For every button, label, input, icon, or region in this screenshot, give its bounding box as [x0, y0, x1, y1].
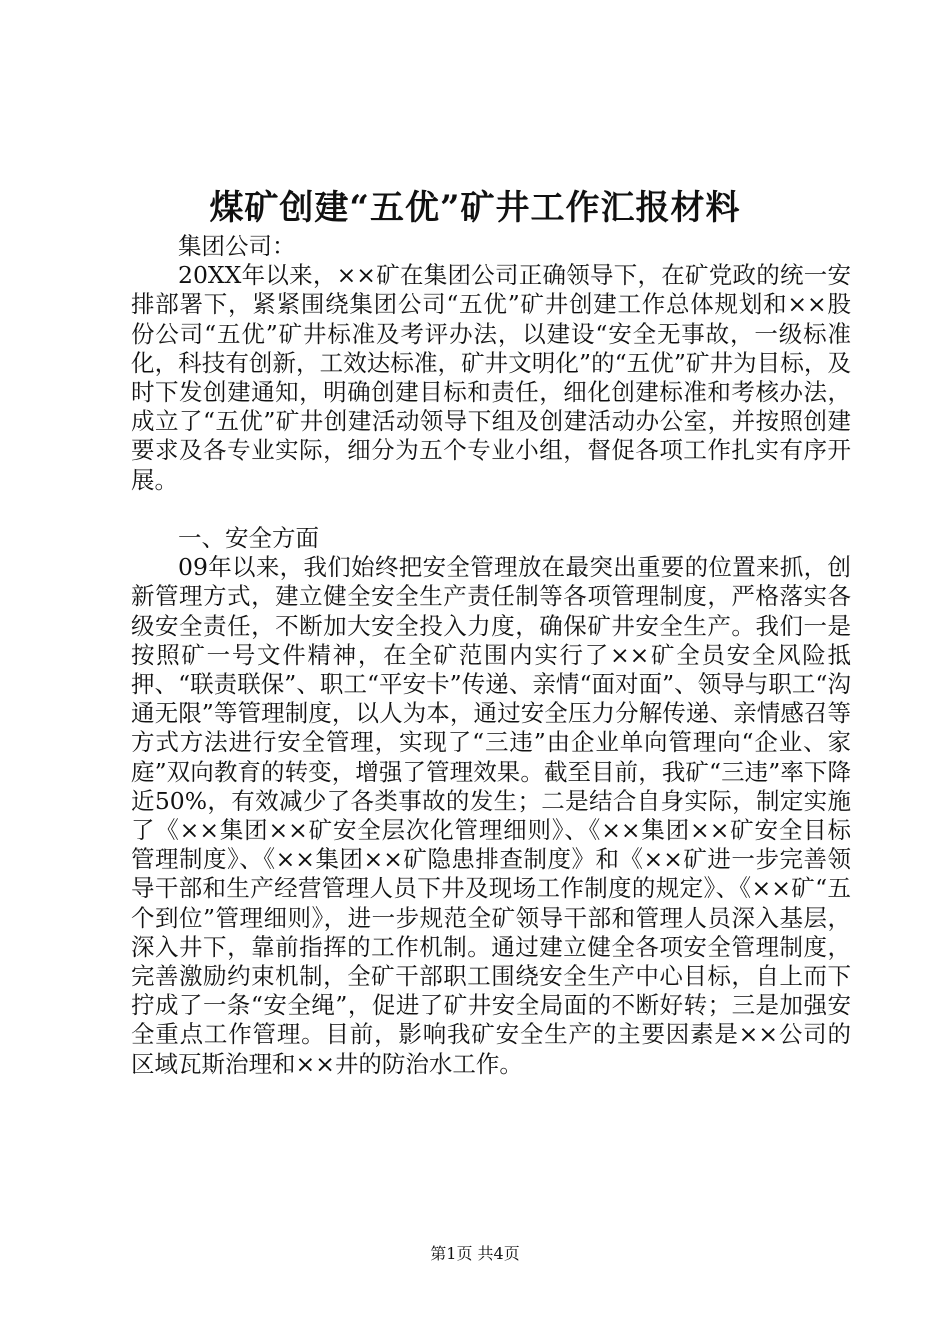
salutation: 集团公司：: [178, 232, 296, 260]
section-paragraph: 09年以来，我们始终把安全管理放在最突出重要的位置来抓，创新管理方式，建立健全安全生产责任制等各项管理制度，严格落实各级安全责任，不断加大安全投入力度，确保矿井安全生产。我们一是按照矿一号文件精神，在全矿范围内实行了××矿全员安全风险抵押、“联责联保”、职工“平安卡”传递、亲情“面对面”、领导与职工“沟通无限”等管理制度，以人为本，通过安全压力分解传递、亲情感召等方式方法进行安全管理，实现了“三违”由企业单向管理向“企业、家庭”双向教育的转变，增强了管理效果。截至目前，我矿“三违”率下降近50%，有效减少了各类事故的发生；二是结合自身实际，制定实施了《××集团××矿安全层次化管理细则》、《××集团××矿安全目标管理制度》、《××集团××矿隐患排查制度》和《××矿进一步完善领导干部和生产经营管理人员下井及现场工作制度的规定》、《××矿“五个到位”管理细则》，进一步规范全矿领导干部和管理人员深入基层，深入井下，靠前指挥的工作机制。通过建立健全各项安全管理制度，完善激励约束机制，全矿干部职工围绕安全生产中心目标，自上而下拧成了一条“安全绳”，促进了矿井安全局面的不断好转；三是加强安全重点工作管理。目前，影响我矿安全生产的主要因素是××公司的区域瓦斯治理和××井的防治水工作。: [131, 553, 851, 1078]
document-body: [131, 232, 851, 1079]
intro-paragraph: 20XX年以来，××矿在集团公司正确领导下，在矿党政的统一安排部署下，紧紧围绕集团公司“五优”矿井创建工作总体规划和××股份公司“五优”矿井标准及考评办法，以建设“安全无事故，一级标准化，科技有创新，工效达标准，矿井文明化”的“五优”矿井为目标，及时下发创建通知，明确创建目标和责任，细化创建标准和考核办法，成立了“五优”矿井创建活动领导下组及创建活动办公室，并按照创建要求及各专业实际，细分为五个专业小组，督促各项工作扎实有序开展。: [131, 261, 851, 494]
page-footer: 第1页 共4页: [430, 1244, 520, 1263]
document-title: 煤矿创建“五优”矿井工作汇报材料: [209, 188, 741, 228]
section-heading: 一、安全方面: [178, 524, 319, 553]
